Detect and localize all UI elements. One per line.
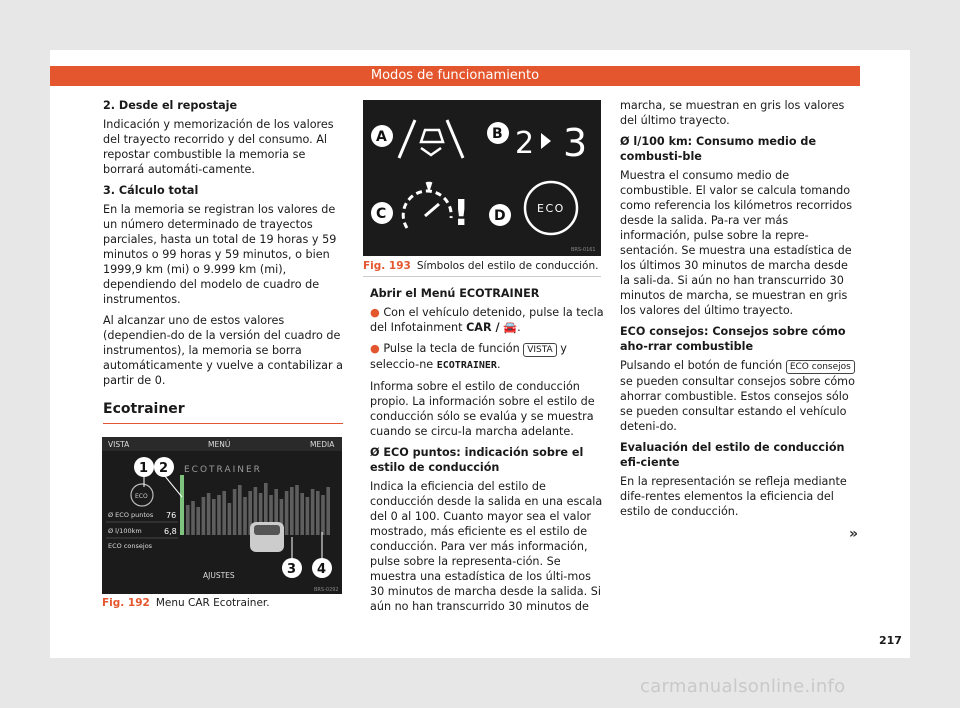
section-title-ecotrainer: Ecotrainer bbox=[103, 402, 343, 424]
paragraph: marcha, se muestran en gris los valores del último trayecto. bbox=[620, 99, 845, 127]
eco-gauge-label: ECO bbox=[135, 493, 148, 500]
column-3 bbox=[620, 98, 860, 525]
svg-text:2: 2 bbox=[159, 461, 169, 476]
step-text: Con el vehículo detenido, pulse la tecla del Infotainment bbox=[370, 306, 604, 334]
history-bar bbox=[238, 485, 242, 535]
bullet-icon: ● bbox=[370, 342, 380, 355]
svg-text:1: 1 bbox=[139, 461, 149, 476]
heading-abrir-menu: Abrir el Menú ECOTRAINER bbox=[370, 287, 540, 300]
instruction-step-2: ● Pulse la tecla de función VISTA y seleccio-ne ECOTRAINER. bbox=[370, 342, 567, 371]
paragraph: Al alcanzar uno de estos valores (dependien-do de la versión del cuadro de instrumentos), la memoria se borra automáticamente y vuelve a contabilizar a partir de 0. bbox=[103, 314, 343, 387]
history-bar bbox=[212, 499, 216, 535]
history-bar bbox=[311, 489, 315, 535]
paragraph: En la memoria se registran los valores de un número determinado de trayectos parciales, hasta un total de 19 horas y 59 minutos o 99 horas y 59 minutos, o bien 1999,9 km (mi) o 9.999 km (mi), dependiendo del modelo de cuadro de instrumentos. bbox=[103, 203, 337, 306]
history-bar bbox=[243, 497, 247, 535]
label-c bbox=[371, 202, 393, 224]
history-bar bbox=[228, 503, 232, 535]
media-tab[interactable]: MEDIA bbox=[310, 440, 335, 449]
vista-key: VISTA bbox=[523, 343, 556, 357]
step-text: Pulse la tecla de función bbox=[383, 342, 520, 355]
label-b bbox=[487, 122, 509, 144]
history-bar bbox=[191, 501, 195, 535]
text: se pueden consultar consejos sobre cómo ahorrar combustible. Estos consejos sólo se pueden consultar estando el vehículo deteni-do. bbox=[620, 375, 855, 433]
menu-tab[interactable]: MENÚ bbox=[208, 440, 231, 449]
history-bar bbox=[321, 495, 325, 535]
history-bar bbox=[306, 497, 310, 535]
heading-desde-repostaje: 2. Desde el repostaje bbox=[103, 99, 238, 112]
history-bar bbox=[233, 489, 237, 535]
svg-text:D: D bbox=[494, 208, 506, 224]
svg-text:3: 3 bbox=[287, 562, 297, 577]
paragraph: Informa sobre el estilo de conducción propio. La información sobre el estilo de conducción sólo se evalúa y se muestra cuando se circu-la marcha adelante. bbox=[370, 380, 595, 438]
ecotrainer-menu-label: ECOTRAINER bbox=[436, 360, 497, 371]
continue-chevron-icon: » bbox=[849, 526, 859, 542]
eco-points-label[interactable]: Ø ECO puntos bbox=[108, 511, 154, 519]
history-bar bbox=[300, 493, 304, 535]
svg-text:B: B bbox=[492, 126, 503, 142]
figure-193-driving-style-symbols bbox=[363, 100, 601, 256]
watermark: carmanualsonline.info bbox=[640, 676, 846, 697]
history-bar bbox=[186, 505, 190, 535]
heading-eco-consejos: ECO consejos: Consejos sobre cómo aho-rrar combustible bbox=[620, 325, 846, 353]
figure-192-caption bbox=[102, 597, 342, 609]
bullet-icon: ● bbox=[370, 306, 380, 319]
history-bar bbox=[295, 485, 299, 535]
svg-text:A: A bbox=[376, 129, 387, 145]
label-a bbox=[371, 125, 393, 147]
gear-current: 2 bbox=[515, 126, 535, 161]
gear-recommended: 3 bbox=[563, 121, 588, 165]
eco-consejos-key: ECO consejos bbox=[786, 360, 855, 374]
heading-calculo-total: 3. Cálculo total bbox=[103, 184, 199, 197]
figure-code: BRS-0161 bbox=[571, 247, 596, 253]
eco-tips-label[interactable]: ECO consejos bbox=[108, 542, 153, 550]
page-header: Modos de funcionamiento bbox=[50, 66, 860, 86]
column-1 bbox=[103, 98, 343, 424]
svg-text:4: 4 bbox=[317, 562, 327, 577]
paragraph: Indica la eficiencia del estilo de conducción desde la salida en una escala del 0 al 100. Cuanto mayor sea el valor mostrado, más eficiente es el estilo de conducción. Para ver más información, pulse sobre la representa-ción. Se muestra una estadística de los últi-mos 30 minutos de marcha desde la salida. Si aún no han transcurrido 30 minutos de bbox=[370, 480, 603, 613]
eco-points-value: 76 bbox=[166, 511, 177, 520]
paragraph: Indicación y memorización de los valores del trayecto recorrido y del consumo. Al repostar combustible la memoria se borrará automáti-camente. bbox=[103, 118, 334, 176]
figure-192-ecotrainer-menu bbox=[102, 437, 342, 594]
paragraph: En la representación se refleja mediante dife-rentes elementos la eficiencia del estilo de conducción. bbox=[620, 475, 847, 518]
history-bar bbox=[217, 495, 221, 535]
column-2 bbox=[370, 286, 606, 620]
history-bar bbox=[285, 491, 289, 535]
warning-exclamation: ! bbox=[453, 193, 470, 234]
history-bar bbox=[290, 487, 294, 535]
history-bar bbox=[326, 487, 330, 535]
caption-text: Símbolos del estilo de conducción. bbox=[416, 260, 599, 272]
history-bar bbox=[222, 491, 226, 535]
heading-evaluacion: Evaluación del estilo de conducción efi-ciente bbox=[620, 441, 845, 469]
consumption-value: 6,8 bbox=[164, 527, 177, 536]
figure-code: BRS-0292 bbox=[314, 587, 339, 593]
label-d bbox=[489, 204, 511, 226]
car-icon: 🚘 bbox=[503, 321, 518, 334]
paragraph: Muestra el consumo medio de combustible. El valor se calcula tomando como referencia los kilómetros recorridos desde la salida. Pa-ra ver más información, pulse sobre la repre-sentación. Se muestra una estadística de los últimos 30 minutos de marcha desde la sali-da. Si aún no han transcurrido 30 minutos de marcha, se muestran en gris los valores del último trayecto. bbox=[620, 169, 853, 317]
car-graphic bbox=[250, 522, 284, 552]
figure-193-caption bbox=[363, 260, 601, 277]
step-text: y seleccio-ne bbox=[370, 342, 567, 371]
instruction-step-1: ● Con el vehículo detenido, pulse la tecla del Infotainment CAR / 🚘. bbox=[370, 306, 604, 334]
history-bar bbox=[207, 493, 211, 535]
page-number: 217 bbox=[879, 634, 902, 647]
caption-text: Menu CAR Ecotrainer. bbox=[155, 597, 270, 609]
figure-number: Fig. 192 bbox=[102, 597, 150, 609]
svg-text:C: C bbox=[376, 206, 387, 222]
ecotrainer-title: ECOTRAINER bbox=[184, 465, 262, 475]
paragraph bbox=[620, 358, 860, 434]
eco-icon-label: ECO bbox=[537, 202, 565, 215]
heading-consumo-medio: Ø l/100 km: Consumo medio de combusti-ble bbox=[620, 135, 817, 163]
history-bar bbox=[202, 497, 206, 535]
history-bar bbox=[196, 507, 200, 535]
heading-eco-puntos: Ø ECO puntos: indicación sobre el estilo de conducción bbox=[370, 446, 584, 474]
car-key-label: CAR / bbox=[466, 321, 500, 334]
consumption-label[interactable]: Ø l/100km bbox=[108, 527, 142, 535]
text: Pulsando el botón de función bbox=[620, 359, 783, 372]
figure-number: Fig. 193 bbox=[363, 260, 411, 272]
ajustes-tab[interactable]: AJUSTES bbox=[203, 571, 235, 580]
history-bar bbox=[316, 491, 320, 535]
vista-tab[interactable]: VISTA bbox=[108, 440, 130, 449]
